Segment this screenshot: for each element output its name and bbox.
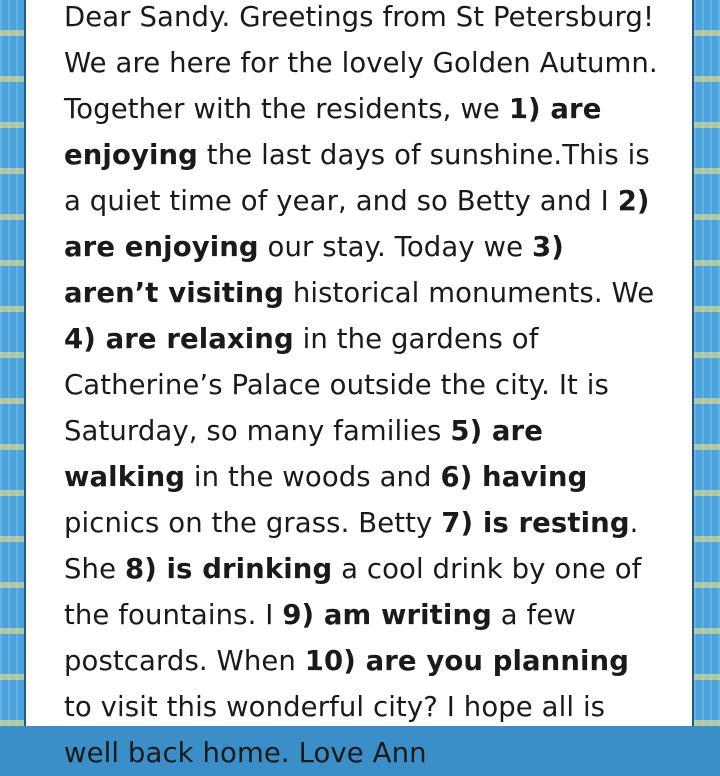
left-decorative-border	[0, 0, 24, 726]
letter-text-part: historical monuments. We	[284, 277, 655, 309]
letter-text-part: Dear Sandy. Greetings from St Petersburg! We are here for the lovely Golden Autumn. Together with the residents, we	[64, 1, 658, 125]
letter-text	[64, 0, 664, 776]
letter-text-part: . She	[64, 507, 639, 585]
answer-2: 2) are enjoying	[64, 185, 650, 263]
answer-10: 10) are you planning	[304, 645, 630, 677]
letter-text-part: our stay. Today we	[258, 231, 532, 263]
letter-text-part: to visit this wonderful city? I hope all is well back home. Love Ann	[64, 691, 606, 769]
letter-text-part: a cool drink by one of the fountains. I	[64, 553, 642, 631]
answer-1: 1) are enjoying	[64, 93, 602, 171]
right-decorative-border	[694, 0, 720, 726]
answer-3: 3) aren’t visiting	[64, 231, 564, 309]
letter-text-part: in the woods and	[185, 461, 441, 493]
letter-text-part: in the gardens of Catherine’s Palace outside the city. It is Saturday, so many families	[64, 323, 609, 447]
letter-text-part: the last days of sunshine.This is a quiet time of year, and so Betty and I	[64, 139, 650, 217]
answer-7: 7) is resting	[441, 507, 630, 539]
answer-4: 4) are relaxing	[64, 323, 294, 355]
answer-8: 8) is drinking	[124, 553, 333, 585]
letter-text-part: picnics on the grass. Betty	[64, 507, 442, 539]
letter-text-part: a few postcards. When	[64, 599, 576, 677]
answer-5: 5) are walking	[64, 415, 543, 493]
letter-paper	[26, 0, 692, 769]
right-border-line	[692, 0, 694, 726]
answer-9: 9) am writing	[282, 599, 492, 631]
answer-6: 6) having	[440, 461, 588, 493]
